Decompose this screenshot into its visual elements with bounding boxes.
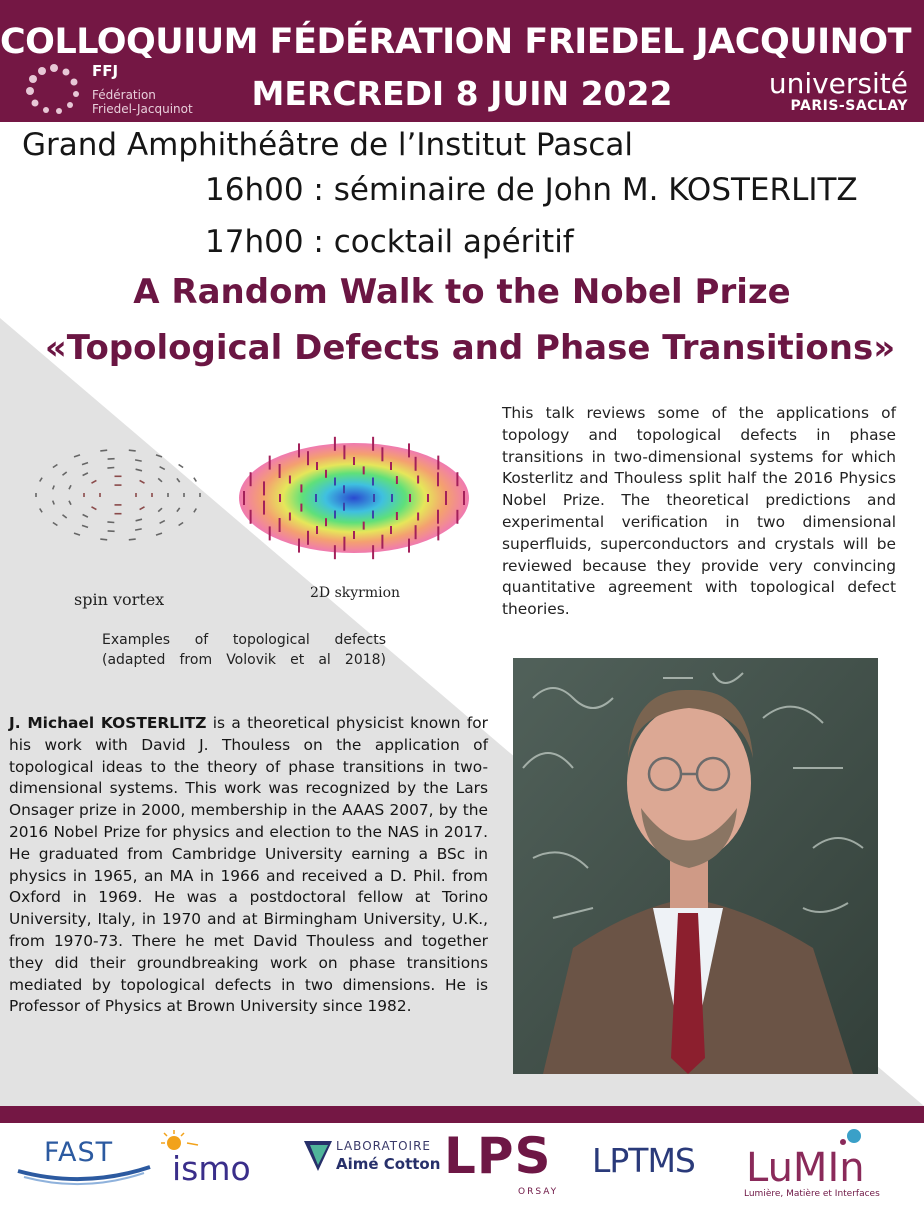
- vortex-arrow: [53, 523, 58, 526]
- vortex-arrow: [69, 485, 71, 489]
- vortex-arrow: [129, 450, 136, 451]
- fast-label: FAST: [44, 1137, 114, 1168]
- spin-vortex-label: spin vortex: [74, 590, 165, 609]
- speaker-photo: [513, 658, 878, 1074]
- paris-saclay-word: PARIS-SACLAY: [790, 98, 908, 114]
- vortex-arrow: [194, 509, 196, 513]
- event-date: MERCREDI 8 JUIN 2022: [251, 74, 673, 113]
- lac-triangle-icon: [302, 1137, 334, 1177]
- vortex-arrow: [83, 515, 88, 518]
- lumin-label: LuMIn: [746, 1145, 865, 1191]
- vortex-arrow: [40, 509, 42, 513]
- vortex-arrow: [82, 525, 88, 527]
- lumin-logo: [742, 1127, 917, 1201]
- partner-logos: [0, 1123, 924, 1206]
- vortex-arrow: [53, 465, 58, 468]
- talk-subtitle: «Topological Defects and Phase Transitions»: [44, 328, 896, 368]
- vortex-arrow: [100, 539, 107, 540]
- universite-paris-saclay-logo: [748, 67, 908, 116]
- vortex-arrow: [140, 480, 145, 483]
- bio-text: is a theoretical physicist known for his work with David J. Thouless on the application of topological ideas to the theory of phase transitions in two-dimensional systems. This work was recognized by the Lars Onsager prize in 2000, membership in the AAAS 2007, by the 2016 Nobel Prize for physics and election to the NAS in 2017. He graduated from Cambridge University earning a BSc in physics in 1965, an MA in 1966 and received a D. Phil. from Oxford in 1969. He was a postdoctoral fellow at Torino University, Italy, in 1970 and at Birmingham University, U.K., from 1970-73. There he met David Thouless and together they did their groundbreaking work on phase transitions mediated by topological defects in two dimensions. He is Professor of Physics at Brown University since 1982.: [9, 714, 488, 1016]
- vortex-arrow: [40, 478, 42, 482]
- seminar-time: 16h00 : séminaire de John M. KOSTERLITZ: [205, 172, 858, 208]
- lumin-sphere-icon: [834, 1127, 864, 1147]
- vortex-arrow: [140, 507, 145, 510]
- vortex-arrow: [177, 508, 180, 512]
- laboratoire-aime-cotton-logo: [302, 1135, 442, 1189]
- lps-orsay-logo: [444, 1129, 589, 1201]
- lptms-logo: [592, 1141, 717, 1191]
- vortex-arrow: [100, 450, 107, 451]
- vortex-arrow: [194, 478, 196, 482]
- ffj-name-line1: Fédération: [92, 88, 156, 102]
- lps-orsay-label: ORSAY: [518, 1187, 559, 1197]
- skyrmion-label: 2D skyrmion: [310, 585, 401, 601]
- venue: Grand Amphithéâtre de l’Institut Pascal: [22, 127, 633, 163]
- fast-logo: [14, 1137, 154, 1187]
- vortex-arrow: [177, 478, 180, 482]
- spin-vortex-illustration: [10, 420, 230, 590]
- universite-word: université: [768, 67, 908, 100]
- vortex-arrow: [136, 469, 142, 471]
- ffj-abbreviation: FFJ: [92, 62, 119, 80]
- vortex-arrow: [92, 480, 97, 483]
- speaker-bio: [9, 713, 488, 1018]
- vortex-arrow: [63, 515, 67, 518]
- talk-title: A Random Walk to the Nobel Prize: [133, 272, 791, 312]
- footer-band: [0, 1106, 924, 1123]
- vortex-arrow: [179, 465, 184, 468]
- vortex-arrow: [74, 533, 80, 535]
- colloquium-title: COLLOQUIUM FÉDÉRATION FRIEDEL JACQUINOT: [0, 22, 912, 62]
- vortex-arrow: [156, 455, 162, 457]
- skyrmion-illustration: [234, 410, 474, 580]
- lptms-label: LPTMS: [592, 1141, 695, 1180]
- speaker-name: J. Michael KOSTERLITZ: [9, 714, 207, 732]
- vortex-arrow: [160, 467, 165, 470]
- lps-label: LPS: [444, 1127, 552, 1185]
- vortex-arrow: [135, 460, 142, 461]
- vortex-arrow: [136, 519, 142, 521]
- vortex-arrow: [158, 478, 162, 481]
- vortex-arrow: [74, 455, 80, 457]
- header-band: [0, 0, 924, 122]
- lumin-sublabel: Lumière, Matière et Interfaces: [744, 1189, 880, 1199]
- abstract: This talk reviews some of the applications of topology and topological defects in phase transitions in two-dimensional systems for which Kosterlitz and Thouless split half the 2016 Physics Nobel Prize. The theoretical predictions and experimental verification in two dimensional superfluids, superconductors and crystals will be reviewed because they provide very convincing quantitative agreement with topological defect theories.: [502, 404, 896, 619]
- vortex-arrow: [160, 521, 165, 524]
- vortex-arrow: [129, 539, 136, 540]
- vortex-arrow: [179, 523, 184, 526]
- ismo-logo: [160, 1129, 275, 1193]
- ismo-label: ismo: [172, 1149, 251, 1188]
- cocktail-time: 17h00 : cocktail apéritif: [205, 224, 574, 260]
- vortex-arrow: [158, 508, 162, 511]
- vortex-arrow: [53, 501, 55, 505]
- topological-defects-figure: [10, 420, 480, 620]
- vortex-arrow: [69, 501, 71, 505]
- vortex-arrow: [107, 522, 114, 523]
- ffj-name-line2: Friedel-Jacquinot: [92, 102, 193, 116]
- vortex-arrow: [107, 468, 114, 469]
- vortex-arrow: [83, 473, 88, 476]
- lac-label-line1: LABORATOIRE: [336, 1139, 431, 1153]
- vortex-arrow: [63, 472, 67, 475]
- vortex-arrow: [156, 533, 162, 535]
- figure-caption: [102, 630, 386, 670]
- vortex-arrow: [53, 486, 55, 490]
- lac-label-line2: Aimé Cotton: [336, 1155, 441, 1173]
- speaker-portrait-illustration: [513, 658, 878, 1074]
- caption-line2: (adapted from Volovik et al 2018): [102, 652, 386, 668]
- caption-line1: Examples of topological defects: [102, 632, 386, 648]
- vortex-arrow: [82, 463, 88, 465]
- vortex-arrow: [135, 529, 142, 530]
- vortex-arrow: [92, 507, 97, 510]
